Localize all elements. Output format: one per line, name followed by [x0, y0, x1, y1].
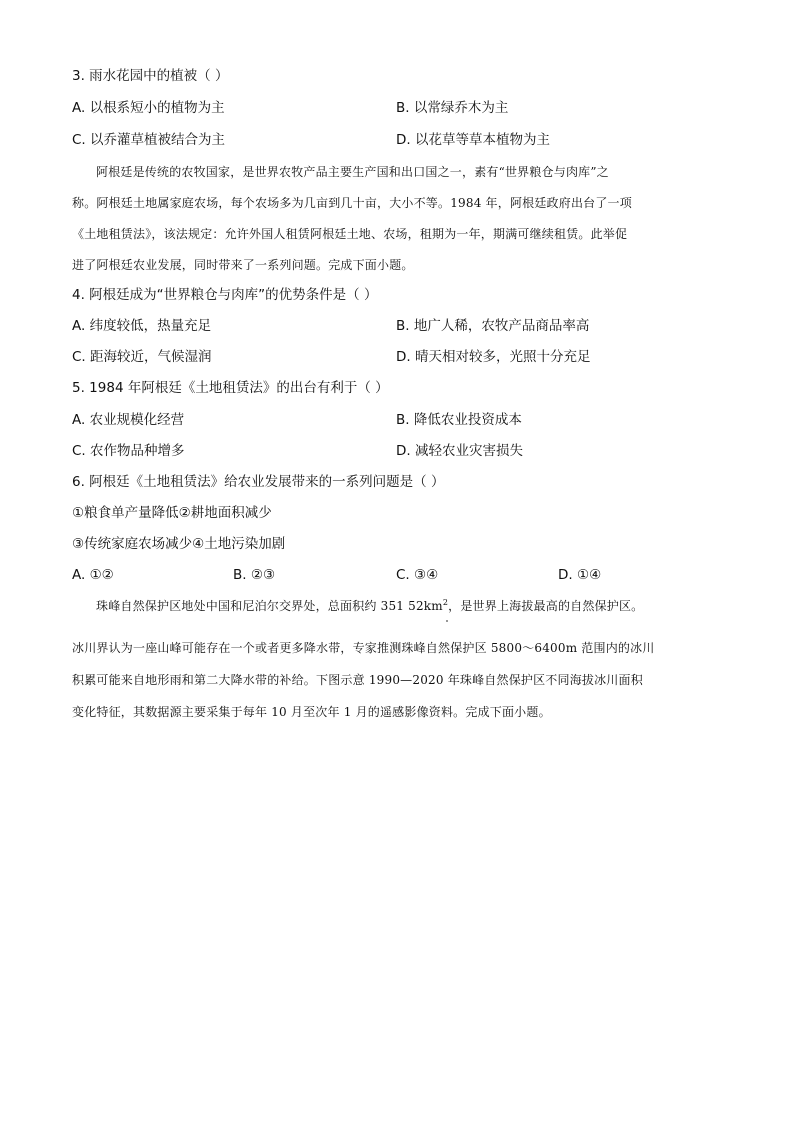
question-5-option-a: A. 农业规模化经营: [72, 412, 185, 428]
question-5-stem: 5. 1984 年阿根廷《土地租赁法》的出台有利于（ ）: [72, 380, 389, 396]
question-4-option-d: D. 晴天相对较多，光照十分充足: [396, 349, 591, 365]
question-6-option-d: D. ①④: [558, 567, 602, 583]
passage-everest-line-1-text: 珠峰自然保护区地处中国和尼泊尔交界处，总面积约 351 52km: [96, 599, 443, 613]
question-6-stem: 6. 阿根廷《土地租赁法》给农业发展带来的一系列问题是（ ）: [72, 474, 445, 490]
area-unit-superscript: 2: [442, 598, 449, 607]
question-4-option-a: A. 纬度较低，热量充足: [72, 318, 212, 334]
question-5-option-c: C. 农作物品种增多: [72, 443, 185, 459]
stray-dot-mark: [446, 620, 448, 622]
question-3-option-d: D. 以花草等草本植物为主: [396, 132, 550, 148]
question-5-option-d: D. 减轻农业灾害损失: [396, 443, 523, 459]
question-4-stem: 4. 阿根廷成为“世界粮仓与肉库”的优势条件是（ ）: [72, 287, 378, 303]
question-6-option-a: A. ①②: [72, 567, 114, 583]
passage-everest-line-1-tail: ，是世界上海拔最高的自然保护区。: [448, 599, 644, 613]
question-3-option-a: A. 以根系短小的植物为主: [72, 100, 225, 116]
question-5-option-b: B. 降低农业投资成本: [396, 412, 522, 428]
passage-everest-line-2: 冰川界认为一座山峰可能存在一个或者更多降水带，专家推测珠峰自然保护区 5800～6400m 范围内的冰川: [72, 641, 655, 655]
question-6-option-c: C. ③④: [396, 567, 439, 583]
question-6-option-b: B. ②③: [233, 567, 276, 583]
question-3-stem: 3. 雨水花园中的植被（ ）: [72, 68, 229, 84]
passage-everest-line-1: [96, 597, 746, 615]
question-3-option-c: C. 以乔灌草植被结合为主: [72, 132, 226, 148]
question-3-option-b: B. 以常绿乔木为主: [396, 100, 509, 116]
passage-argentina-line-3: 《土地租赁法》，该法规定：允许外国人租赁阿根廷土地、农场，租期为一年，期满可继续租赁。此举促: [72, 227, 628, 241]
passage-argentina-line-4: 进了阿根廷农业发展，同时带来了一系列问题。完成下面小题。: [72, 258, 414, 272]
question-4-option-c: C. 距海较近，气候湿润: [72, 349, 212, 365]
question-4-option-b: B. 地广人稀，农牧产品商品率高: [396, 318, 590, 334]
passage-argentina-line-2: 称。阿根廷土地属家庭农场，每个农场多为几亩到几十亩，大小不等。1984 年，阿根廷政府出台了一项: [72, 196, 632, 210]
passage-argentina-line-1: 阿根廷是传统的农牧国家，是世界农牧产品主要生产国和出口国之一，素有“世界粮仓与肉库”之: [96, 165, 609, 179]
question-6-statement-line-2: ③传统家庭农场减少④土地污染加剧: [72, 536, 286, 552]
passage-everest-line-3: 积累可能来自地形雨和第二大降水带的补给。下图示意 1990—2020 年珠峰自然保护区不同海拔冰川面积: [72, 673, 643, 687]
question-6-statement-line-1: ①粮食单产量降低②耕地面积减少: [72, 505, 272, 521]
passage-everest-line-4: 变化特征，其数据源主要采集于每年 10 月至次年 1 月的遥感影像资料。完成下面小题。: [72, 705, 551, 719]
